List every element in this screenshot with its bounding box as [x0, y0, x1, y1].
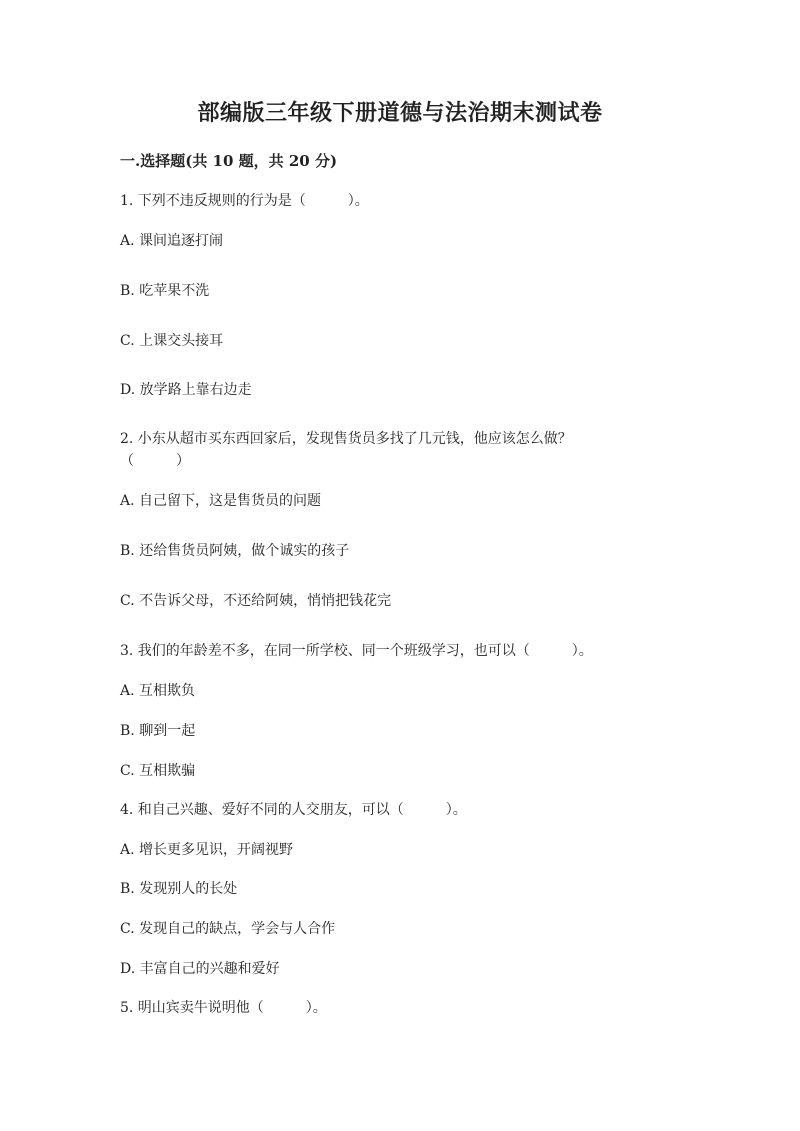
option-a: A. 增长更多见识，开阔视野	[120, 842, 294, 858]
question-stem: 5. 明山宾卖牛说明他（ ）。	[120, 1000, 327, 1016]
question-stem: 3. 我们的年龄差不多，在同一所学校、同一个班级学习，也可以（ ）。	[120, 643, 593, 659]
option-a: A. 互相欺负	[120, 683, 196, 699]
section-heading: 一.选择题(共 10 题，共 20 分)	[120, 152, 338, 170]
question-stem: 4. 和自己兴趣、爱好不同的人交朋友，可以（ ）。	[120, 802, 467, 818]
question-stem: 2. 小东从超市买东西回家后，发现售货员多找了几元钱，他应该怎么做？	[120, 431, 572, 447]
option-c: C. 互相欺骗	[120, 763, 196, 779]
option-c: C. 发现自己的缺点，学会与人合作	[120, 921, 336, 937]
question-stem-continued: （ ）	[120, 453, 190, 469]
option-c: C. 不告诉父母，不还给阿姨，悄悄把钱花完	[120, 593, 392, 609]
option-b: B. 聊到一起	[120, 723, 196, 739]
question-stem: 1. 下列不违反规则的行为是（ ）。	[120, 193, 369, 209]
option-d: D. 放学路上靠右边走	[120, 382, 252, 398]
option-d: D. 丰富自己的兴趣和爱好	[120, 961, 280, 977]
option-a: A. 课间追逐打闹	[120, 233, 224, 249]
option-b: B. 还给售货员阿姨，做个诚实的孩子	[120, 543, 350, 559]
option-b: B. 吃苹果不洗	[120, 283, 210, 299]
page-title: 部编版三年级下册道德与法治期末测试卷	[197, 100, 603, 126]
option-c: C. 上课交头接耳	[120, 333, 224, 349]
option-a: A. 自己留下，这是售货员的问题	[120, 493, 322, 509]
option-b: B. 发现别人的长处	[120, 881, 238, 897]
